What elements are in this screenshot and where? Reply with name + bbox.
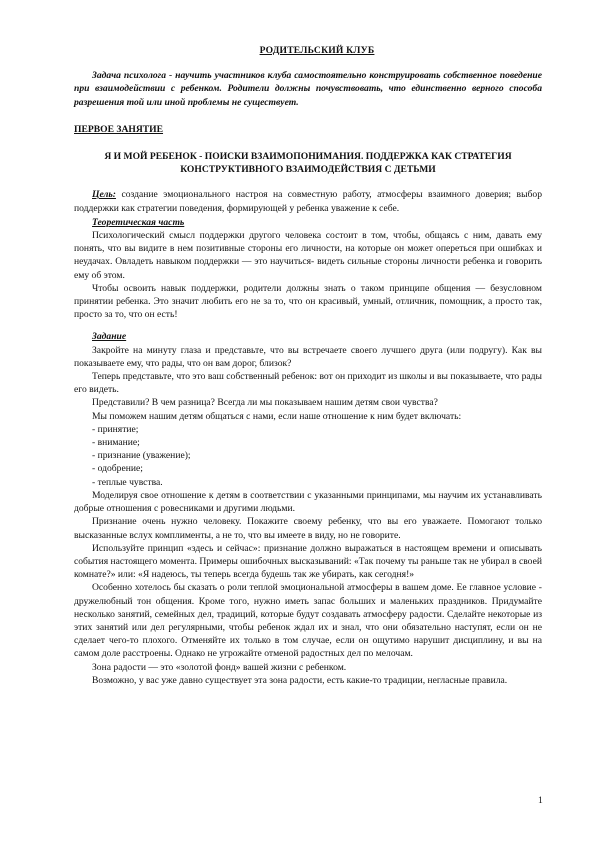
theory-heading: Теоретическая часть <box>92 216 185 228</box>
club-title: РОДИТЕЛЬСКИЙ КЛУБ <box>259 45 375 56</box>
body-paragraph: Моделируя свое отношение к детям в соответствии с указанными принципами, мы научим их устанавливать добрые отношения с ровесниками и другими людьми. <box>74 489 542 515</box>
goal-paragraph <box>74 188 542 214</box>
body-paragraph: Возможно, у вас уже давно существует эта зона радости, есть какие-то традиции, негласные правила. <box>92 674 508 686</box>
topic-title: Я И МОЙ РЕБЕНОК - ПОИСКИ ВЗАИМОПОНИМАНИЯ. ПОДДЕРЖКА КАК СТРАТЕГИЯ КОНСТРУКТИВНОГО ВЗАИМОДЕЙСТВИЯ С ДЕТЬМИ <box>104 151 512 176</box>
exercise-paragraph: Теперь представьте, что это ваш собственный ребенок: вот он приходит из школы и вы показываете, что рады его видеть. <box>74 371 542 396</box>
page-number: 1 <box>538 795 543 806</box>
body-paragraph: Особенно хотелось бы сказать о роли теплой эмоциональной атмосферы в вашем доме. Ее главное условие - дружелюбный тон общения. Кроме того, нужно иметь запас больших и маленьких праздников. Придумайте несколько занятий, семейных дел, традиций, которые будут создавать атмосферу радости. Сделайте некоторые из этих занятий или дел регулярными, чтобы ребенок ждал их и знал, что они обязательно наступят, если он не сделает чего-то плохого. Отменяйте их только в том случае, если он ощутимо нарушит дисциплину, и вы на самом доле расстроены. Однако не угрожайте отменой радостных дел по мелочам. <box>74 582 542 660</box>
body-paragraph: Зона радости — это «золотой фонд» вашей жизни с ребенком. <box>92 661 347 673</box>
goal-text: создание эмоционального настроя на совместную работу, атмосферы взаимного доверия; выбор поддержки как стратегии поведения, формирующей у ребенка уважение к себе. <box>74 189 542 214</box>
lesson-label: ПЕРВОЕ ЗАНЯТИЕ <box>74 123 164 135</box>
exercise-paragraph: Представили? В чем разница? Всегда ли мы показываем нашим детям свои чувства? <box>92 397 438 409</box>
theory-paragraph: Психологический смысл поддержки другого человека состоит в том, чтобы, общаясь с ним, давать ему понять, что вы видите в нем позитивные стороны его личности, на которые он может опереться при ошибках и неудачах. Овладеть навыком поддержки — это научиться- видеть сильные стороны личности ребенка и говорить ему об этом. <box>74 230 542 281</box>
body-paragraph: Используйте принцип «здесь и сейчас»: признание должно выражаться в настоящем времени и описывать события настоящего момента. Примеры ошибочных высказываний: «Так почему ты раньше так не убирал в своей комнате?» или: «Я надеюсь, ты теперь всегда будешь так же убирать, как сегодня!» <box>74 542 542 581</box>
list-item: - внимание; <box>92 437 140 449</box>
task-statement: Задача психолога - научить участников клуба самостоятельно конструировать собственное поведение при взаимодействии с ребенком. Родители должны почувствовать, что единственно верного способа разрешения той или иной проблемы не существует. <box>74 70 542 108</box>
body-paragraph: Признание очень нужно человеку. Покажите своему ребенку, что вы его уважаете. Помогают только высказанные вслух комплименты, а не то, что вы имеете в виду, но не говорите. <box>74 516 542 541</box>
exercise-heading: Задание <box>92 331 127 343</box>
theory-paragraph: Чтобы освоить навык поддержки, родители должны знать о таком принципе общения — безусловном принятии ребенка. Это значит любить его не за то, что он красивый, умный, отличник, помощник, а просто так, просто за то, что он есть! <box>74 282 542 321</box>
list-item: - признание (уважение); <box>92 450 191 462</box>
attitude-list <box>74 423 542 489</box>
page-content <box>74 44 542 687</box>
list-item: - теплые чувства. <box>92 476 163 488</box>
list-item: - принятие; <box>92 423 139 435</box>
exercise-paragraph: Закройте на минуту глаза и представьте, что вы встречаете своего лучшего друга (или подругу). Как вы показываете ему, что рады, что он вам дорог, близок? <box>74 344 542 369</box>
list-item: - одобрение; <box>92 463 143 475</box>
goal-label: Цель: <box>92 189 116 201</box>
exercise-paragraph: Мы поможем нашим детям общаться с нами, если наше отношение к ним будет включать: <box>92 410 462 422</box>
